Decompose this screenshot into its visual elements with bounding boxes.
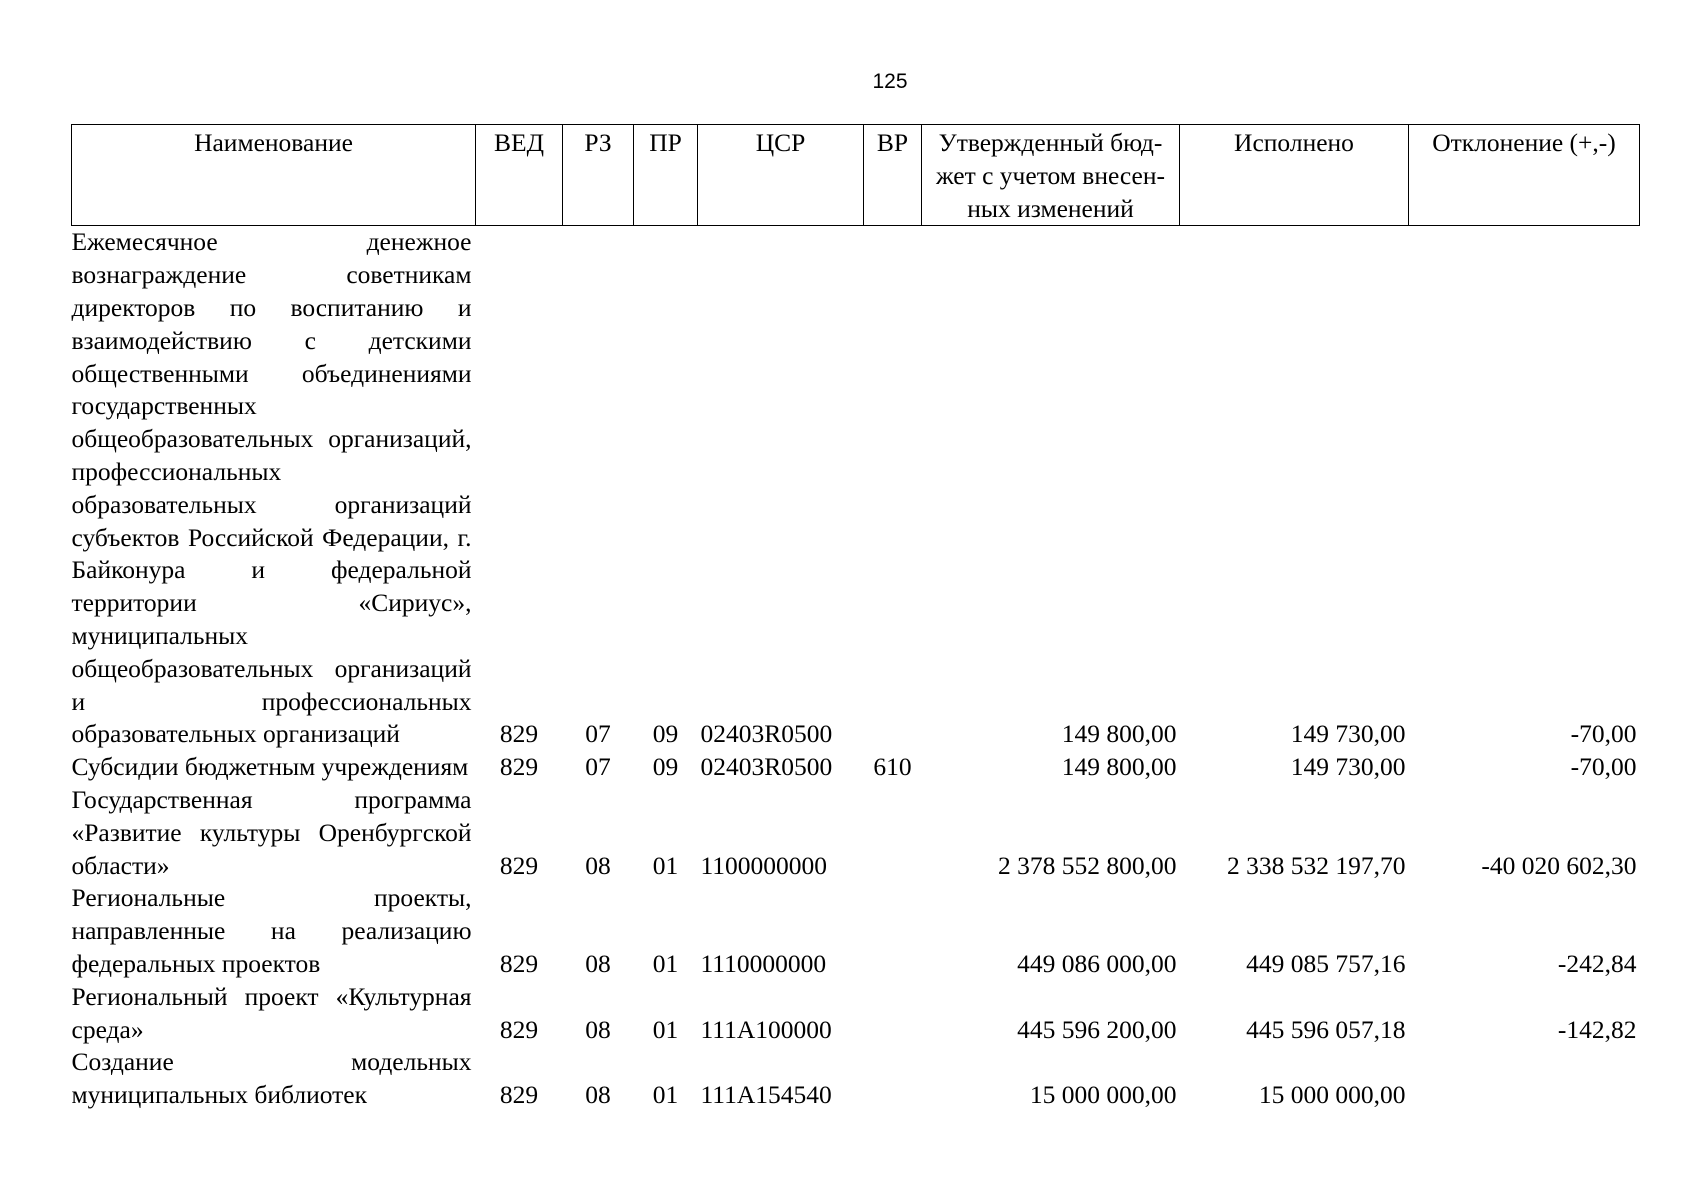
row-name: Ежемесячное денежное вознаграждение советникам директоров по воспитанию и взаимодействию с детскими общественными объединениями государственных общеобразовательных организаций, профессиональных образовательных организаций субъектов Российской Федерации, г. Байконура и федеральной территории «Сириус», муниципальных общеобразовательных организаций и профессиональных образовательных организаций xyxy=(71,227,472,749)
page-number: 125 xyxy=(872,70,908,93)
row-pr: 01 xyxy=(652,850,679,880)
row-rz: 08 xyxy=(585,850,611,880)
table-row xyxy=(72,1046,1640,1112)
row-approved: 445 596 200,00 xyxy=(1017,1014,1177,1044)
table-row xyxy=(72,981,1640,1047)
row-vr xyxy=(864,1046,922,1112)
row-approved: 15 000 000,00 xyxy=(1029,1080,1177,1110)
row-executed: 449 085 757,16 xyxy=(1246,948,1406,978)
table-row xyxy=(72,751,1640,784)
col-header-deviation: Отклонение (+,-) xyxy=(1409,125,1640,226)
col-header-executed: Исполнено xyxy=(1180,125,1409,226)
row-pr: 09 xyxy=(652,719,679,749)
row-executed: 15 000 000,00 xyxy=(1258,1080,1406,1110)
row-ved: 829 xyxy=(499,1080,539,1110)
row-executed: 149 730,00 xyxy=(1290,752,1406,782)
row-vr xyxy=(864,981,922,1047)
row-name: Региональные проекты, направленные на реализацию федеральных проектов xyxy=(71,883,472,978)
row-vr xyxy=(864,784,922,882)
row-csr: 111А154540 xyxy=(700,1080,832,1110)
row-rz: 08 xyxy=(585,948,611,978)
row-csr: 02403R0500 xyxy=(700,752,833,782)
row-vr xyxy=(864,882,922,980)
row-csr: 111А100000 xyxy=(700,1014,832,1044)
row-csr: 1100000000 xyxy=(700,850,828,880)
row-deviation: -70,00 xyxy=(1570,719,1637,749)
table-header-row xyxy=(72,125,1640,226)
row-rz: 07 xyxy=(585,752,611,782)
col-header-csr: ЦСР xyxy=(698,125,864,226)
row-deviation: -242,84 xyxy=(1557,948,1637,978)
row-ved: 829 xyxy=(499,719,539,749)
table-row xyxy=(72,226,1640,751)
row-name: Создание модельных муниципальных библиотек xyxy=(71,1047,472,1110)
row-executed: 2 338 532 197,70 xyxy=(1227,850,1406,880)
col-header-approved: Утвержденный бюд-жет с учетом внесен-ных изменений xyxy=(922,125,1180,226)
row-ved: 829 xyxy=(499,752,539,782)
table-row xyxy=(72,784,1640,882)
table-row xyxy=(72,882,1640,980)
row-approved: 449 086 000,00 xyxy=(1017,948,1177,978)
row-approved: 149 800,00 xyxy=(1061,752,1177,782)
row-ved: 829 xyxy=(499,1014,539,1044)
row-csr: 1110000000 xyxy=(700,948,827,978)
budget-table xyxy=(71,124,1640,1112)
row-deviation: -70,00 xyxy=(1570,752,1637,782)
row-approved: 149 800,00 xyxy=(1061,719,1177,749)
row-deviation: -142,82 xyxy=(1557,1014,1637,1044)
row-name: Региональный проект «Культурная среда» xyxy=(71,981,472,1044)
row-approved: 2 378 552 800,00 xyxy=(998,850,1177,880)
row-pr: 01 xyxy=(652,1080,679,1110)
row-ved: 829 xyxy=(499,850,539,880)
col-header-ved: ВЕД xyxy=(476,125,563,226)
row-name: Субсидии бюджетным учреждениям xyxy=(71,752,469,782)
row-csr: 02403R0500 xyxy=(700,719,833,749)
row-vr xyxy=(864,226,922,751)
col-header-name: Наименование xyxy=(72,125,476,226)
row-rz: 07 xyxy=(585,719,611,749)
row-executed: 149 730,00 xyxy=(1290,719,1406,749)
row-executed: 445 596 057,18 xyxy=(1246,1014,1406,1044)
col-header-pr: ПР xyxy=(634,125,698,226)
row-deviation xyxy=(1409,1046,1640,1112)
row-pr: 01 xyxy=(652,1014,679,1044)
col-header-rz: РЗ xyxy=(563,125,634,226)
row-rz: 08 xyxy=(585,1080,611,1110)
row-vr: 610 xyxy=(873,752,912,782)
col-header-vr: ВР xyxy=(864,125,922,226)
row-ved: 829 xyxy=(499,948,539,978)
row-name: Государственная программа «Развитие культуры Оренбургской области» xyxy=(71,784,472,880)
row-pr: 01 xyxy=(652,948,679,978)
row-pr: 09 xyxy=(652,752,679,782)
row-rz: 08 xyxy=(585,1014,611,1044)
row-deviation: -40 020 602,30 xyxy=(1481,850,1637,880)
